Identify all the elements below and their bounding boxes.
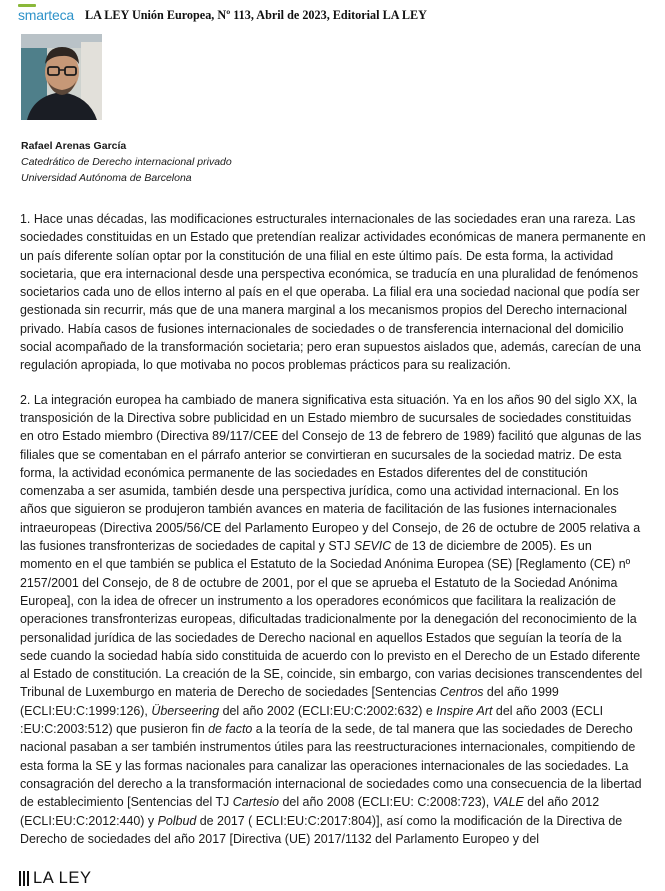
author-photo bbox=[21, 34, 102, 120]
laley-bars-icon bbox=[19, 871, 29, 886]
author-block bbox=[21, 138, 232, 186]
footer-brand: LA LEY bbox=[33, 869, 92, 887]
paragraph-2: 2. La integración europea ha cambiado de manera significativa esta situación. Ya en los años 90 del siglo XX, la transposición de la Directiva sobre publicidad en un Estado miembro de sucursales de sociedades constituidas en otro Estado miembro (Directiva 89/117/CEE del Consejo de 13 de febrero de 1989) facilitó que algunas de las filiales que se comentaban en el párrafo anterior se convirtieran en sucursales de la sociedad matriz. De esta forma, la actividad económica permanente de las sociedades en Estados diferentes del de constitución comenzaba a ser asumida, también desde una perspectiva jurídica, como una actividad internacional. En los años que siguieron se produjeron también avances en materia de facilitación de las fusiones internacionales intraeuropeas (Directiva 2005/56/CE del Parlamento Europeo y del Consejo, de 26 de octubre de 2005 relativa a las fusiones transfronterizas de sociedades de capital y STJ SEVIC de 13 de diciembre de 2005). Es un momento en el que también se publica el Estatuto de la Sociedad Anónima Europea (SE) [Reglamento (CE) nº 2157/2001 del Consejo, de 8 de octubre de 2001, por el que se aprueba el Estatuto de la Sociedad Anónima Europea], con la idea de ofrecer un instrumento a los operadores económicos que facilitara la realización de operaciones transfronterizas europeas, dificultadas tradicionalmente por la denegación del reconocimiento de la personalidad jurídica de las sociedades de Derecho nacional en aquellos Estados que seguían la teoría de la sede cuando la sociedad había sido constituida de acuerdo con lo previsto en el Derecho de un Estado diferente al Estado de constitución. La creación de la SE, coincide, sin embargo, con varias decisiones transcendentes del Tribunal de Luxemburgo en materia de Derecho de sociedades [Sentencias Centros del año 1999 (ECLI:EU:C:1999:126), Überseering del año 2002 (ECLI:EU:C:2002:632) e Inspire Art del año 2003 (ECLI :EU:C:2003:512) que pusieron fin de facto a la teoría de la sede, de tal manera que las sociedades de Derecho nacional pasaban a ser también instrumentos útiles para las reestructuraciones internacionales, compitiendo de esta forma la SE y las formas nacionales para canalizar las operaciones internacionales de las sociedades. La consagración del derecho a la transformación internacional de sociedades como una consecuencia de la libertad de establecimiento [Sentencias del TJ Cartesio del año 2008 (ECLI:EU: C:2008:723), VALE del año 2012 (ECLI:EU:C:2012:440) y Polbud de 2017 ( ECLI:EU:C:2017:804)], así como la modificación de la Directiva de Derecho de sociedades del año 2017 [Directiva (UE) 2017/1132 del Parlamento Europeo y del bbox=[20, 392, 643, 846]
paragraph-1: 1. Hace unas décadas, las modificaciones estructurales internacionales de las sociedades eran una rareza. Las sociedades constituidas en un Estado que pretendían realizar actividades económicas de manera permanente en un país diferente solían optar por la constitución de una filial en este último país. De esta forma, la actividad societaria, que era internacional desde una perspectiva económica, se traducía en una pluralidad de fenómenos societarios cada uno de ellos interno al país en el que operaba. La filial era una sociedad nacional que podía ser gestionada sin recurrir, más que de una manera marginal a los mecanismos propios del Derecho internacional privado. Había casos de fusiones internacionales de sociedades o de transferencia internacional del domicilio social acompañado de la transformación societaria; pero eran supuestos aislados que, además, carecían de una regulación apropiada, lo que motivaba no pocos problemas prácticos para su realización. bbox=[20, 212, 646, 373]
publication-title: LA LEY Unión Europea, Nº 113, Abril de 2023, Editorial LA LEY bbox=[84, 7, 427, 22]
author-institution: Universidad Autónoma de Barcelona bbox=[21, 172, 192, 184]
author-name: Rafael Arenas García bbox=[21, 140, 127, 152]
article-body bbox=[20, 210, 647, 864]
footer-logo bbox=[19, 869, 92, 888]
smarteca-logo: smarteca bbox=[18, 7, 74, 23]
page-header bbox=[18, 4, 427, 26]
author-position: Catedrático de Derecho internacional privado bbox=[21, 156, 232, 168]
